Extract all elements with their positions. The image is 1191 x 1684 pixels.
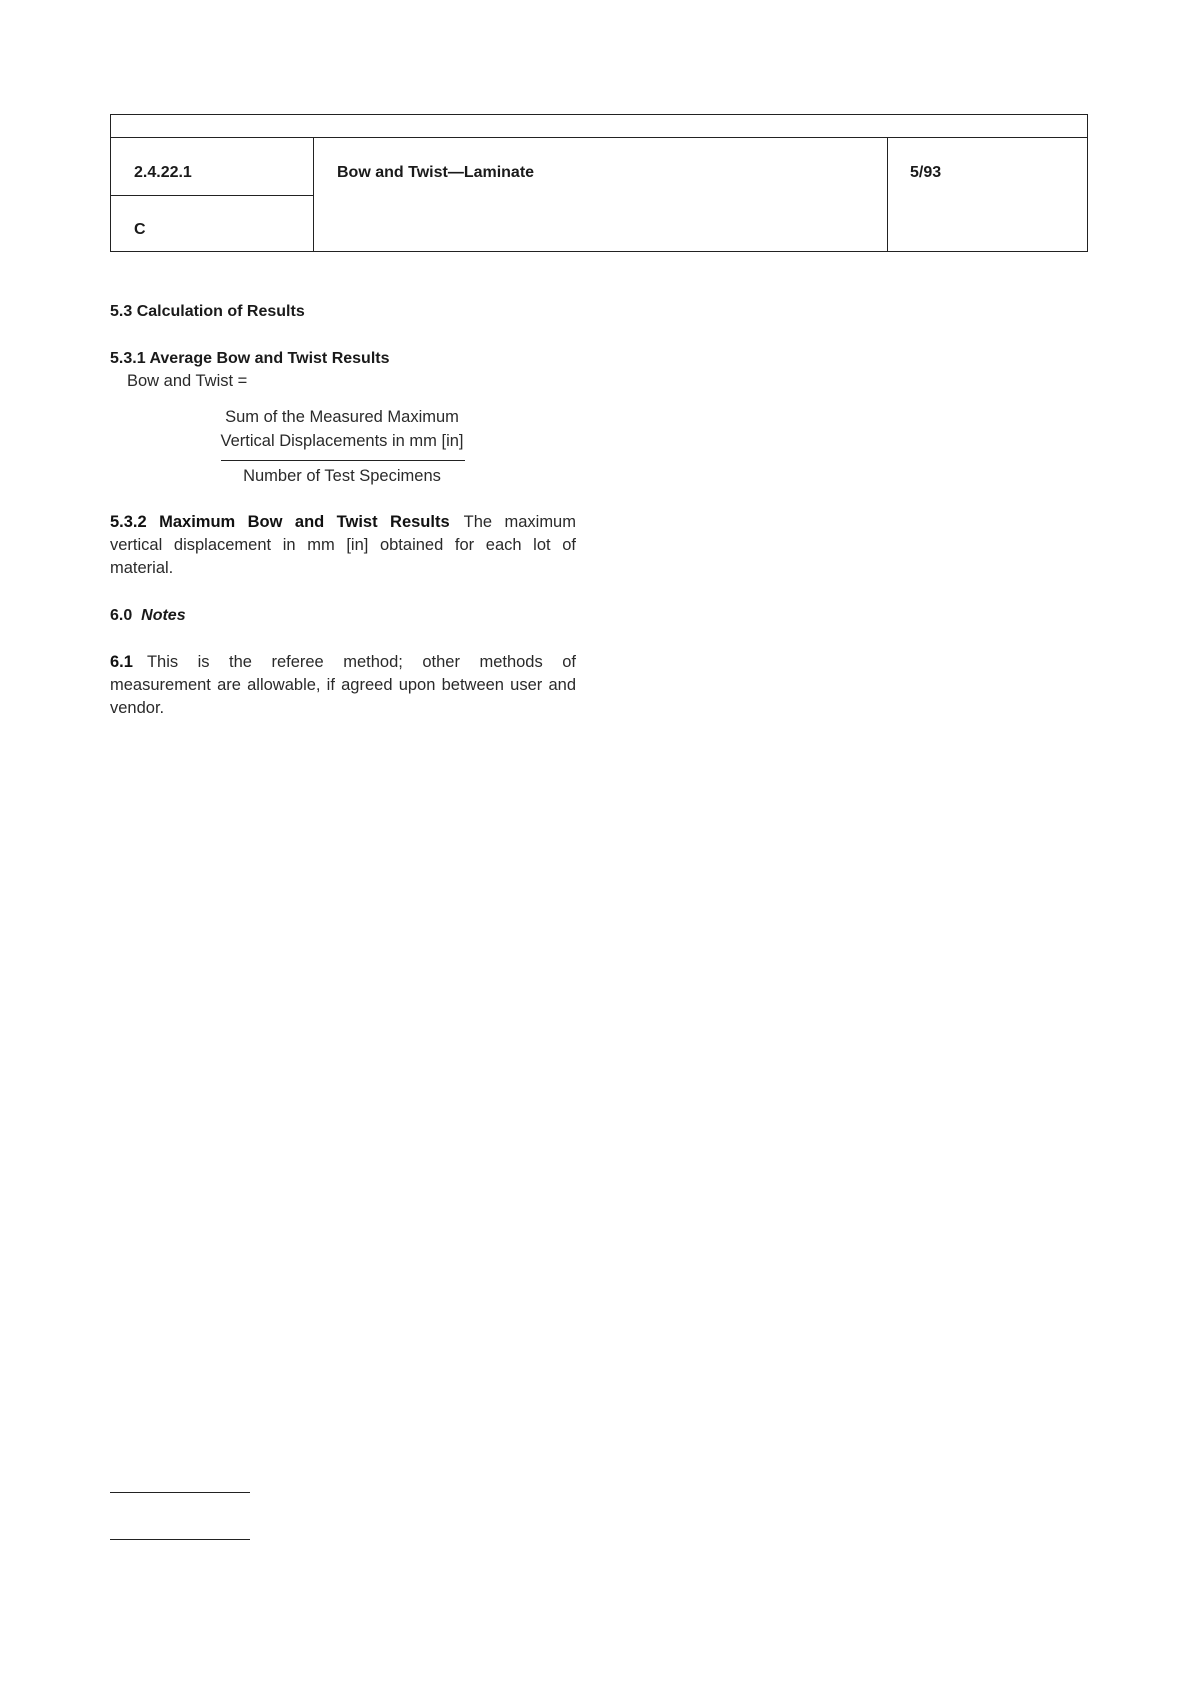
document-header: [110, 114, 1088, 252]
section-5-3-2-paragraph: [110, 511, 576, 580]
header-divider-horizontal: [111, 195, 313, 196]
doc-date: 5/93: [910, 164, 942, 181]
header-top-strip: [111, 115, 1087, 138]
header-divider-left: [313, 138, 314, 251]
formula-numerator-line2: Vertical Displacements in mm [in]: [220, 432, 464, 450]
section-6-0-number: 6.0: [110, 607, 133, 624]
section-6-1-paragraph: [110, 651, 576, 720]
footnote-rule-2: [110, 1539, 250, 1540]
fraction-bar: [221, 460, 465, 461]
header-divider-right: [887, 138, 888, 251]
formula-numerator-line1: Sum of the Measured Maximum: [225, 408, 459, 426]
section-5-3-2-heading: 5.3.2 Maximum Bow and Twist Results: [110, 513, 450, 531]
section-6-0-heading: [110, 604, 186, 627]
formula-lhs: Bow and Twist =: [127, 372, 248, 390]
section-5-3-heading: 5.3 Calculation of Results: [110, 303, 305, 320]
section-6-1-number: 6.1: [110, 653, 133, 671]
section-6-1-text: This is the referee method; other methods of measurement are allowable, if agreed upon between user and vendor.: [110, 653, 576, 717]
section-6-0-title: Notes: [141, 607, 186, 624]
section-5-3-1-heading: 5.3.1 Average Bow and Twist Results: [110, 350, 390, 367]
doc-number: 2.4.22.1: [134, 164, 192, 181]
section-5-3-2-text: The maximum vertical displacement in mm [in] obtained for each lot of material.: [110, 513, 576, 577]
formula-denominator: Number of Test Specimens: [243, 467, 441, 485]
revision-letter: C: [134, 221, 146, 238]
doc-title: Bow and Twist—Laminate: [337, 164, 535, 181]
footnote-rule-1: [110, 1492, 250, 1493]
